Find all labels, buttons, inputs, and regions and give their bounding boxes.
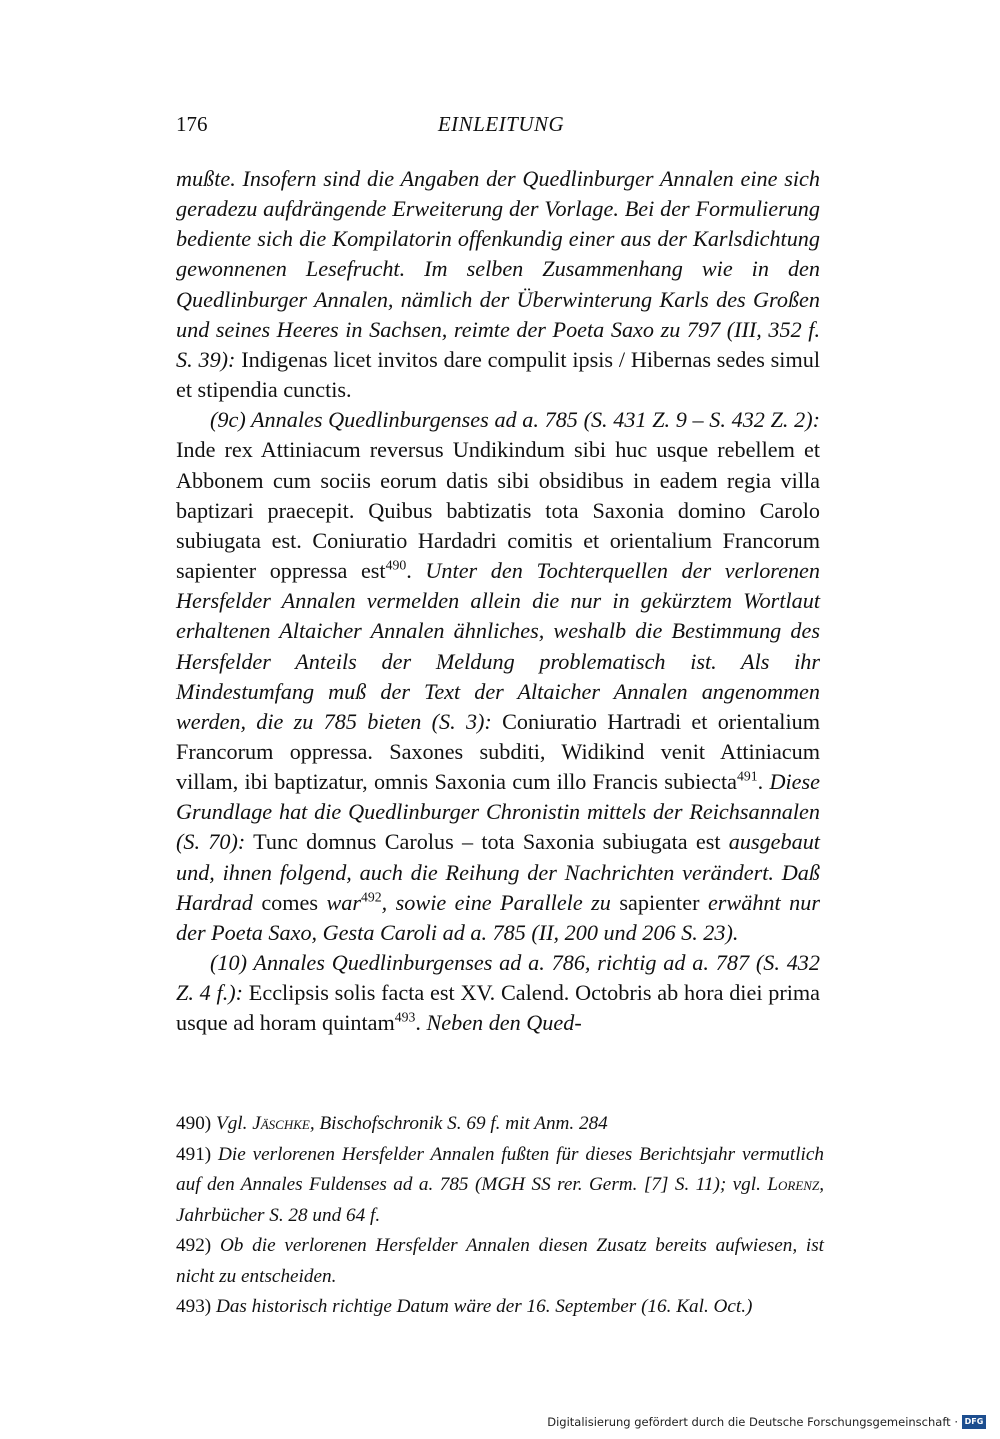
commentary-text: ausgebaut und, ihnen folgend, auch die Reihung der Nachrichten verändert. Daß Hardrad [176, 829, 820, 915]
footnote-490: 490) Vgl. Jäschke, Bischofschronik S. 69 f. mit Anm. 284 [176, 1113, 608, 1134]
footnote-marker[interactable]: 492 [361, 889, 382, 905]
footnote-491: 491) Die verlorenen Hersfelder Annalen fußten für dieses Berichtsjahr vermutlich auf den Annales Fuldenses ad a. 785 (MGH SS rer. Germ. [7] S. 11); vgl. Lorenz, Jahrbücher S. 28 und 64 f. [176, 1143, 825, 1226]
footnote-marker[interactable]: 493 [394, 1009, 416, 1025]
body-text [176, 164, 820, 1039]
footnote-number: 491) [176, 1143, 212, 1165]
footnotes [176, 1109, 824, 1323]
paragraph-3: (10) Annales Quedlinburgenses ad a. 786, richtig ad a. 787 (S. 432 Z. 4 f.): Ecclipsis solis facta est XV. Calend. Octobris ab hora diei prima usque ad horam quintam$^{493}$. Neben den Qued- [176, 950, 821, 1036]
paragraph-2: (9c) Annales Quedlinburgenses ad a. 785 (S. 431 Z. 9 – S. 432 Z. 2): Inde rex Attiniacum reversus Undikindum sibi huc usque rebellem et Abbonem cum sociis eorum datis sibi obsidibus in eadem regia villa baptizari praecepit. Quibus babtizatis tota Saxonia domino Carolo subiugata est. Coniuratio Hardadri comitis et orientalium Francorum sapienter oppressa est$^{490}$. Unter den Tochterquellen der verlorenen Hersfelder Annalen vermelden allein die nur in gekürztem Wortlaut erhaltenen Altaicher Annalen ähnliches, weshalb die Bestimmung des Hersfelder Anteils der Meldung problematisch ist. Als ihr Mindestumfang muß der Text der Altaicher Annalen angenommen werden, die zu 785 bieten (S. 3): Coniuratio Hartradi et orientalium Francorum oppressa. Saxones subditi, Widikind venit Attiniacum villam, ibi baptizatur, omnis Saxonia cum illo Francis subiecta$^{491}$. Diese Grundlage hat die Quedlinburger Chronistin mittels der Reichsannalen (S. 70): Tunc domnus Carolus – tota Saxonia subiugata est ausgebaut und, ihnen folgend, auch die Reihung der Nachrichten verändert. Daß Hardrad comes war$^{492}$, sowie eine Parallele zu sapienter erwähnt nur der Poeta Saxo, Gesta Caroli ad a. 785 (II, 200 und 206 S. 23). [176, 407, 821, 945]
digitization-credit [547, 1415, 986, 1429]
page-header [176, 112, 826, 142]
credit-text: Digitalisierung gefördert durch die Deutsche Forschungsgemeinschaft · [547, 1415, 958, 1429]
paragraph-1 [176, 164, 820, 405]
commentary-text: erwähnt nur der Poeta Saxo, Gesta Caroli ad a. 785 (II, 200 und 206 S. 23). [176, 889, 820, 945]
footnote-number: 492) [176, 1235, 212, 1256]
footnote-493: 493) Das historisch richtige Datum wäre der 16. September (16. Kal. Oct.) [176, 1296, 753, 1317]
quoted-latin-text: comes [252, 889, 327, 915]
quoted-latin-text: Inde rex Attiniacum reversus Undikindum sibi huc usque rebellem et Abbonem cum sociis eorum datis sibi obsidibus in eadem regia villa baptizari praecepit. Quibus babtizatis tota Saxonia domino Carolo subiugata est. Coniuratio Hardadri comitis et orientalium Francorum sapienter oppressa est [176, 437, 820, 584]
author-name: Lorenz [767, 1174, 820, 1195]
quoted-latin-text: Coniuratio Hartradi et orientalium Francorum oppressa. Saxones subditi, Widikind venit Attiniacum villam, ibi baptizatur, omnis Saxonia cum illo Francis subiecta [176, 708, 820, 795]
quoted-latin-text: Tunc domnus Carolus – tota Saxonia subiugata est [245, 829, 729, 855]
source-reference: (10) Annales Quedlinburgenses ad a. 786, richtig ad a. 787 (S. 432 Z. 4 f.): [176, 950, 820, 1006]
footnote-marker[interactable]: 491 [736, 768, 758, 784]
author-name: Jäschke [252, 1113, 310, 1134]
commentary-text: Diese Grundlage hat die Quedlinburger Chronistin mittels der Reichsannalen (S. 70): [176, 769, 820, 855]
commentary-text: war [326, 889, 362, 915]
footnote-number: 493) [176, 1296, 212, 1317]
dfg-logo-icon: DFG [962, 1415, 986, 1429]
running-head: EINLEITUNG [437, 112, 565, 136]
source-reference: (9c) Annales Quedlinburgenses ad a. 785 (S. 431 Z. 9 – S. 432 Z. 2): [210, 407, 820, 433]
commentary-text: mußte. Insofern sind die Angaben der Quedlinburger Annalen eine sich geradezu aufdrängende Erweiterung der Vorlage. Bei der Formulierung bediente sich die Kompilatorin offenkundig einer aus der Karlsdichtung gewonnenen Lesefrucht. Im selben Zusammenhang wie in den Quedlinburger Annalen, nämlich der Überwinterung Karls des Großen und seines Heeres in Sachsen, reimte der Poeta Saxo zu 797 (III, 352 f. S. 39): [176, 166, 820, 372]
quoted-latin-text: Ecclipsis solis facta est XV. Calend. Octobris ab hora diei prima usque ad horam quintam [176, 980, 821, 1036]
page-number: 176 [176, 112, 208, 136]
commentary-text: Unter den Tochterquellen der verlorenen Hersfelder Annalen vermelden allein die nur in gekürztem Wortlaut erhaltenen Altaicher Annalen ähnliches, weshalb die Bestimmung des Hersfelder Anteils der Meldung problematisch ist. Als ihr Mindestumfang muß der Text der Altaicher Annalen angenommen werden, die zu 785 bieten (S. 3): [176, 558, 821, 734]
footnote-492: 492) Ob die verlorenen Hersfelder Annalen diesen Zusatz bereits aufwiesen, ist nicht zu entscheiden. [176, 1235, 824, 1287]
quoted-latin-text: Indigenas licet invitos dare compulit ipsis / Hibernas sedes simul et stipendia cunctis. [176, 346, 820, 403]
footnote-marker[interactable]: 490 [385, 557, 407, 573]
commentary-text: Neben den Qued- [426, 1010, 582, 1036]
commentary-text: , sowie eine Parallele zu [381, 889, 611, 915]
quoted-latin-text: sapienter [610, 889, 708, 915]
footnote-number: 490) [176, 1113, 212, 1134]
